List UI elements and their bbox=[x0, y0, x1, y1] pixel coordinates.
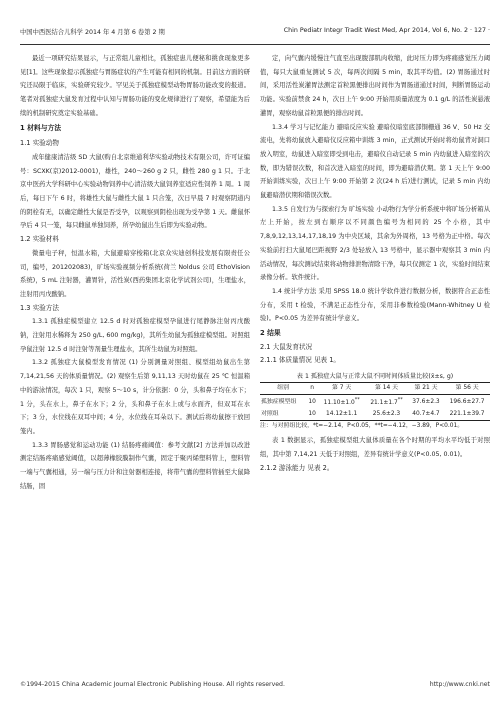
table-1 bbox=[260, 371, 490, 432]
page-footer bbox=[20, 681, 490, 693]
paragraph-learning-memory: 1.3.4 学习与记忆能力 避暗反应实验 避暗仪暗室底部铜栅通 36 V、50 Hz 交流电，先将幼鼠放入避暗仪反应箱中训练 3 min，正式测试开始时将幼鼠背对洞口放入明室，幼鼠进入暗室即受到电击，避暗仪自动记录 5 min 内幼鼠进入暗室的次数，即为错误次数，和首次进入暗室的时间，即为避暗潜伏期。第 1 天上午 9:00 开始训练实验，次日上午 9:00 开始第 2 次(24 h 后)进行测试，记录 5 min 内幼鼠避暗潜伏期和错误次数。 bbox=[260, 123, 490, 200]
table-header-cell: 第 56 天 bbox=[444, 383, 490, 395]
paragraph-open-field: 1.3.5 自发行为与探索行为 旷场实验 小动物行为学分析系统中将旷场分析箱从左上开始，按左到右顺序以不同颜色编号为相同的 25 个小格，其中 7,8,9,12,13,14,17,18,19 为中央区域，其余为外周格，13 号格为正中格。每次实验前打扫大鼠尾巴距视野 2/3 处轻放入 13 号格中，显示器中观察其 3 min 内活动情况，每次测试结束将动物排泄物清除干净，每只仅测定 1 次，实验时间结束录像分析。软件统计。 bbox=[260, 205, 490, 282]
table-cell: 196.6±27.7 bbox=[449, 398, 485, 405]
right-column bbox=[260, 52, 490, 475]
table-note: 注：与对照组比较，*t=−2.14，P<0.05，**t=−4.12，−3.89，P<0.01。 bbox=[260, 423, 464, 430]
journal-header-left: 中国中西医结合儿科学 2014 年 4 月第 6 卷第 2 期 bbox=[20, 29, 165, 36]
paragraph-gi-continued: 定，向气囊内缓慢注气直至出现腹部肌肉收缩，此时压力即为疼痛感觉压力阈值，每只大鼠重复测试 5 次，每两次间隔 5 min，取其平均值。(2) 胃肠通过时间，采用活性炭灌胃法测定首粒黑便排出时间作为胃肠道通过时间，判断胃肠运动功能。实验前禁食 24 h，次日上午 9:00 开始用质量浓度为 0.1 g/L 的活性炭悬液灌胃，观察幼鼠首粒黑便的排出时间。 bbox=[260, 55, 490, 117]
paragraph-development: 1.3.2 孤独症大鼠模型发育情况 (1) 分别测量对照组、模型组幼鼠出生第 7,14,21,56 天的体质量情况。(2) 观察生后第 9,11,13 天时幼鼠在 25 ℃ 恒温箱中的游泳情况，每次 1 只，观察 5～10 s，计分依据：0 分，头和鼻子均在水下；1 分，头在水上，鼻子在水下；2 分，头和鼻子在水上或与水面齐，但双耳在水下；3 分，水位线在双耳中间；4 分，水位线在耳朵以下。测试后将幼鼠擦干放回笼内。 bbox=[20, 359, 250, 435]
section-heading-materials-methods: 1 材料与方法 bbox=[20, 123, 62, 132]
subsection-heading-body-weight: 2.1.1 体质量情况 见表 1。 bbox=[260, 356, 341, 365]
intro-paragraph: 最近一项研究结果显示，与正常组儿童相比，孤独症患儿便秘和挑食现象更多见[1]。这些现象提示孤独症与胃肠症状的产生可能有相同的机制。目前这方面的研究还局限于临床，实验研究较少。罕见关于孤独症模型动物胃肠功能改变的报道。笔者对孤独症大鼠发育过程中认知与胃肠功能的变化规律进行了观察，希望能为后续的机制研究奠定实验基础。 bbox=[20, 55, 250, 117]
paragraph-materials: 微量电子秤，恒温水箱，大鼠避暗穿梭箱(北京众实迪创科技发展有限责任公司，编号，201202083)，旷场实验视频分析系统(荷兰 Noldus 公司 EthoVision 系统)，5 mL 注射器，灌胃针，活性炭(西药集团北京化学试剂公司)，生理盐水，注射用丙戊酸钠。 bbox=[20, 249, 250, 298]
table-header-cell: 组别 bbox=[260, 383, 306, 395]
left-column bbox=[20, 52, 250, 494]
paragraph-body-weight-result: 表 1 数据显示，孤独症模型组大鼠体质量在各个时期的平均水平均低于对照组，其中第 7,14,21 天低于对照组，差异有统计学意义(P<0.05, 0.01)。 bbox=[260, 437, 490, 458]
paragraph-model-establishment: 1.3.1 孤独症模型建立 12.5 d 时对孤独症模型孕鼠进行尾静脉注射丙戊酸钠，注射用水稀释为 250 g/L, 600 mg/kg)，其所生幼鼠为孤独症模型组。对照组孕鼠注射 12.5 d 时注射等剂量生理盐水，其所生幼鼠为对照组。 bbox=[20, 318, 250, 353]
table-title: 表 1 孤独症大鼠与正常大鼠不同时间体质量比较(x̄±s, g) bbox=[296, 373, 454, 381]
table-cell: 21.1±1.7** bbox=[370, 397, 403, 407]
table-header-row bbox=[260, 383, 490, 395]
cnki-url: http://www.cnki.net bbox=[429, 681, 490, 688]
table-header-cell: n bbox=[306, 383, 318, 395]
section-heading-results: 2 结果 bbox=[260, 329, 281, 338]
subsection-heading-materials: 1.2 实验材料 bbox=[20, 235, 59, 244]
table-header-cell: 第 14 天 bbox=[365, 383, 408, 395]
table-cell: 14.12±1.1 bbox=[318, 409, 365, 421]
table-row bbox=[260, 409, 490, 421]
table-cell: 40.7±4.7 bbox=[408, 409, 444, 421]
subsection-heading-methods: 1.3 实验方法 bbox=[20, 303, 59, 312]
table-cell: 11.10±1.0** bbox=[323, 397, 360, 407]
paragraph-gi-function: 1.3.3 胃肠感觉和运动功能 (1) 结肠疼痛阈值：参考文献[2] 方法并加以改进测定结肠疼痛感觉阈值，以超薄橡胶膜制作气囊，固定于聚丙烯塑料管上，塑料管一端与气囊相通，另一端与压力计和注射器相连接，将带气囊的塑料管插至大鼠降结肠，固 bbox=[20, 441, 250, 490]
table-cell: 221.1±39.7 bbox=[444, 409, 490, 421]
copyright-notice: ©1994-2015 China Academic Journal Electronic Publishing House. All rights reserved. bbox=[20, 681, 285, 688]
table-cell: 孤独症模型组 bbox=[261, 398, 297, 405]
table-cell: 37.6±2.3 bbox=[412, 398, 440, 405]
journal-header-right: Chin Pediatr Integr Tradit West Med, Apr 2014, Vol 6, No. 2 · 127 · bbox=[283, 27, 490, 34]
table-header-cell: 第 7 天 bbox=[318, 383, 365, 395]
table-cell: 25.6±2.3 bbox=[365, 409, 408, 421]
subsection-heading-development: 2.1 大鼠发育状况 bbox=[260, 342, 313, 351]
subsection-heading-swimming: 2.1.2 游泳能力 见表 2。 bbox=[260, 463, 334, 472]
paragraph-animals: 成年健康清洁级 SD 大鼠(购自北京维通利华实验动物技术有限公司，许可证编号：SCXK(京)2012-0001)，雄性，240～260 g 2 只，雌性 280 g 1 只。于北京中医药大学科研中心实验动物饲养中心清洁级大鼠饲养室适应性饲养 1 周。1 周后，每日下午 6 时，将雄性大鼠与雌性大鼠 1 只合笼，次日早晨 7 时观察阴道内的阴栓有无，以确定雌性大鼠是否受孕，以观察到阴栓出现为受孕第 1 天。雌鼠怀孕后 4 只一笼，每只雌鼠单独饲养，所孕幼鼠出生后即为实验动物。 bbox=[20, 153, 250, 230]
body-weight-table bbox=[260, 382, 490, 421]
table-cell: 10 bbox=[306, 409, 318, 421]
subsection-heading-animals: 1.1 实验动物 bbox=[20, 139, 59, 148]
paragraph-statistics: 1.4 统计学方法 采用 SPSS 18.0 统计学软件进行数据分析，数据符合正态性分布，采用 t 检验，不满足正态性分布，采用非参数检验(Mann-Whitney U 检验)。P<0.05 为差异有统计学意义。 bbox=[260, 287, 490, 323]
table-cell: 10 bbox=[308, 398, 316, 405]
table-cell: 对照组 bbox=[260, 409, 306, 421]
header-rule bbox=[20, 44, 490, 45]
running-header bbox=[20, 27, 490, 43]
table-row bbox=[260, 395, 490, 409]
table-header-cell: 第 21 天 bbox=[408, 383, 444, 395]
